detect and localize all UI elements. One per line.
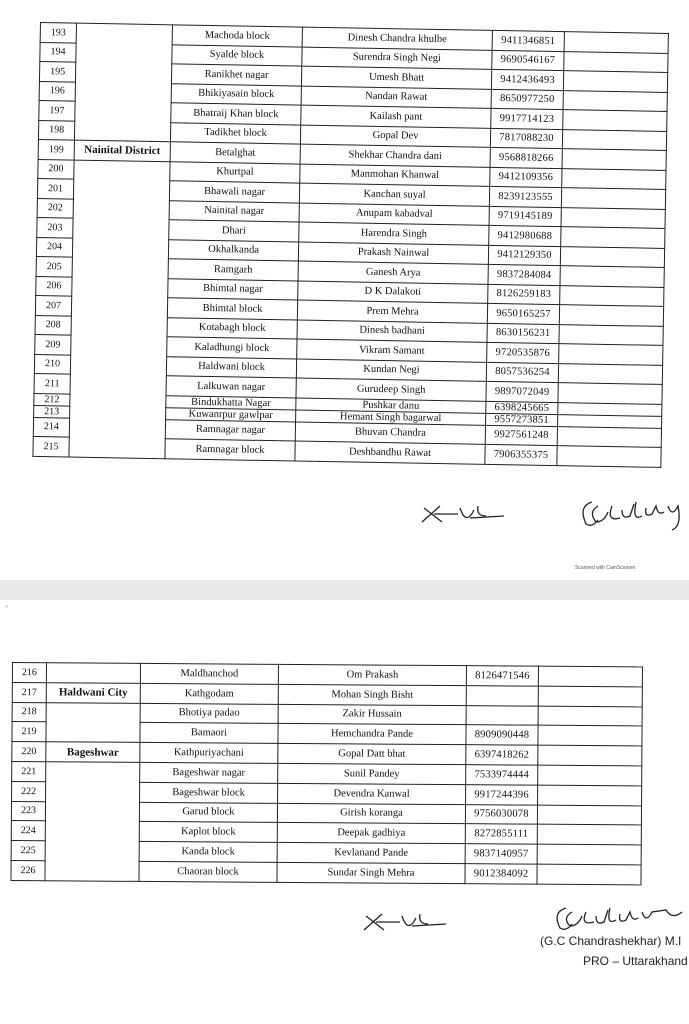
serial-number: 221: [12, 761, 46, 781]
place-name: Kathpuriyachani: [140, 743, 278, 764]
contact-name: Zakir Hussain: [278, 704, 466, 725]
contact-name: Pushkar danu: [296, 398, 486, 413]
district-label: Bageshwar: [46, 742, 140, 762]
blank-cell: [538, 745, 642, 766]
contact-name: Umesh Bhatt: [301, 66, 491, 89]
serial-number: 219: [12, 722, 46, 742]
place-name: Kotabagh block: [167, 317, 297, 339]
contact-name: Manmohan Khanwal: [300, 164, 490, 187]
contact-name: Kailash pant: [301, 105, 491, 128]
place-name: Bhikiyasain block: [171, 83, 301, 105]
phone-number: 9720535876: [487, 342, 559, 363]
place-name: Tadikhet block: [170, 122, 300, 144]
contact-name: Girish koranga: [277, 803, 465, 824]
serial-number: 220: [12, 742, 46, 762]
contact-name: Gopal Dev: [300, 125, 490, 148]
serial-number: 198: [38, 120, 74, 140]
contact-name: Sunil Pandey: [278, 763, 466, 784]
serial-number: 195: [39, 62, 75, 82]
contact-name: Dinesh badhani: [297, 320, 487, 343]
serial-number: 200: [38, 159, 74, 179]
place-name: Haldwani block: [166, 356, 296, 378]
blank-cell: [562, 149, 666, 170]
phone-number: 9412980688: [489, 225, 561, 246]
blank-cell: [562, 168, 666, 189]
scan-mark: ': [6, 604, 8, 614]
contact-name: Deshbandhu Rawat: [295, 441, 485, 464]
blank-cell: [538, 726, 642, 747]
phone-number: 9917714123: [491, 108, 563, 129]
blank-cell: [560, 266, 664, 287]
contact-name: Om Prakash: [278, 664, 466, 685]
contact-name: Kevlanand Pande: [277, 843, 465, 864]
phone-number: 8126471546: [466, 666, 538, 686]
phone-number: 9719145189: [489, 206, 561, 227]
phone-number: [466, 705, 538, 725]
place-name: Ramnagar block: [165, 439, 295, 461]
phone-number: 7906355375: [485, 444, 557, 465]
phone-number: 9756030078: [465, 804, 537, 824]
serial-number: 212: [34, 393, 70, 406]
serial-number: 216: [12, 663, 46, 683]
serial-number: 194: [40, 42, 76, 62]
contact-name: D K Dalakoti: [298, 281, 488, 304]
serial-number: 226: [11, 860, 45, 880]
contact-name: Kanchan suyal: [299, 183, 489, 206]
place-name: Kaplot block: [139, 822, 277, 843]
place-name: Okhalkanda: [168, 239, 298, 261]
place-name: Ramgarh: [168, 259, 298, 281]
serial-number: 197: [39, 100, 75, 120]
blank-cell: [538, 706, 642, 727]
phone-number: 9897072049: [486, 381, 558, 402]
blank-cell: [560, 246, 664, 267]
blank-cell: [557, 446, 661, 467]
place-name: Bageshwar nagar: [140, 762, 278, 783]
serial-number: 222: [12, 781, 46, 801]
place-name: Chaoran block: [139, 861, 277, 882]
place-name: Dhari: [169, 220, 299, 242]
table-row: [12, 761, 642, 785]
district-cell: [46, 702, 140, 742]
serial-number: 193: [40, 23, 76, 43]
district-cell: [69, 160, 170, 459]
blank-cell: [563, 71, 667, 92]
place-name: Bhatraij Khan block: [171, 103, 301, 125]
scanner-watermark: Scanned with CamScanner: [575, 565, 636, 571]
place-name: Nainital nagar: [169, 200, 299, 222]
place-name: Maldhanchod: [140, 663, 278, 684]
phone-number: 9412436493: [491, 69, 563, 90]
contact-name: Sundar Singh Mehra: [277, 862, 465, 883]
serial-number: 203: [37, 217, 73, 237]
serial-number: 209: [35, 334, 71, 354]
phone-number: 9012384092: [465, 864, 537, 884]
contact-name: Hemchandra Pande: [278, 724, 466, 745]
blank-cell: [558, 363, 662, 384]
serial-number: 204: [36, 237, 72, 257]
phone-number: 6398245665: [486, 401, 558, 414]
blank-cell: [562, 129, 666, 150]
phone-number: 8239123555: [489, 186, 561, 207]
blank-cell: [537, 825, 641, 846]
contact-name: Surendra Singh Negi: [302, 47, 492, 70]
serial-number: 196: [39, 81, 75, 101]
place-name: Bhotiya padao: [140, 703, 278, 724]
phone-number: 9837140957: [465, 844, 537, 864]
contact-name: Shekhar Chandra dani: [300, 144, 490, 167]
blank-cell: [559, 324, 663, 345]
place-name: Ranikhet nagar: [171, 64, 301, 86]
page-gap: [0, 580, 689, 600]
serial-number: 202: [37, 198, 73, 218]
initials-signature-2: [360, 908, 452, 936]
serial-number: 208: [35, 315, 71, 335]
place-name: Bindukhatta Nagar: [166, 395, 296, 409]
blank-cell: [558, 383, 662, 404]
blank-cell: [559, 344, 663, 365]
place-name: Lalkuwan nagar: [166, 376, 296, 398]
blank-cell: [537, 805, 641, 826]
blank-cell: [557, 426, 661, 447]
blank-cell: [538, 686, 642, 707]
district-label: Haldwani City: [46, 683, 140, 703]
contact-name: Vikram Samant: [297, 339, 487, 362]
phone-number: [466, 685, 538, 705]
district-label: Nainital District: [74, 140, 170, 161]
contact-name: Bhuvan Chandra: [295, 422, 485, 445]
blank-cell: [538, 785, 642, 806]
serial-number: 201: [37, 178, 73, 198]
blank-cell: [538, 765, 642, 786]
serial-number: 199: [38, 139, 74, 159]
blank-cell: [561, 188, 665, 209]
serial-number: 211: [34, 373, 70, 393]
phone-number: 8057536254: [486, 362, 558, 383]
phone-number: 6397418262: [466, 745, 538, 765]
phone-number: 7533974444: [466, 765, 538, 785]
phone-number: 9650165257: [487, 303, 559, 324]
place-name: Kathgodam: [140, 683, 278, 704]
phone-number: 9917244396: [466, 784, 538, 804]
serial-number: 225: [11, 841, 45, 861]
place-name: Machoda block: [172, 25, 302, 47]
blank-cell: [560, 285, 664, 306]
contact-name: Ganesh Arya: [298, 261, 488, 284]
phone-number: 8650977250: [491, 89, 563, 110]
serial-number: 223: [11, 801, 45, 821]
blank-cell: [564, 32, 668, 53]
contact-name: Kundan Negi: [296, 359, 486, 382]
district-cell: [46, 663, 140, 683]
contact-name: Mohan Singh Bisht: [278, 684, 466, 705]
phone-number: 9927561248: [485, 425, 557, 446]
place-name: Syalde block: [172, 44, 302, 66]
place-name: Kanda block: [139, 842, 277, 863]
phone-number: 7817088230: [490, 128, 562, 149]
blank-cell: [561, 227, 665, 248]
contact-name: Prakash Nainwal: [298, 242, 488, 265]
serial-number: 215: [33, 436, 69, 456]
phone-number: 8909090448: [466, 725, 538, 745]
place-name: Garud block: [139, 802, 277, 823]
district-cell: [74, 23, 172, 142]
place-name: Khurtpal: [170, 161, 300, 183]
table-row: [12, 702, 642, 726]
serial-number: 218: [12, 702, 46, 722]
place-name: Bamaori: [140, 723, 278, 744]
blank-cell: [561, 207, 665, 228]
contact-name: Harendra Singh: [299, 222, 489, 245]
place-name: Kuwanrpur gawlpar: [166, 407, 296, 421]
place-name: Betalghat: [170, 142, 300, 164]
phone-number: 8630156231: [487, 323, 559, 344]
contact-name: Gurudeep Singh: [296, 378, 486, 401]
contact-name: Anupam kabadval: [299, 203, 489, 226]
phone-number: 9411346851: [492, 30, 564, 51]
district-cell: [45, 762, 140, 881]
blank-cell: [559, 305, 663, 326]
signature-2: [552, 900, 689, 934]
serial-number: 217: [12, 682, 46, 702]
initials-signature-1: [418, 500, 510, 528]
phone-number: 8272855111: [465, 824, 537, 844]
serial-number: 224: [11, 821, 45, 841]
blank-cell: [563, 90, 667, 111]
place-name: Bhimtal block: [167, 298, 297, 320]
blank-cell: [537, 864, 641, 885]
phone-number: 9690546167: [492, 50, 564, 71]
phone-number: 9837284084: [488, 264, 560, 285]
contact-name: Deepak gadhiya: [277, 823, 465, 844]
serial-number: 213: [34, 405, 70, 418]
blank-cell: [564, 51, 668, 72]
signature-1: [578, 492, 688, 532]
blank-cell: [538, 666, 642, 687]
contact-name: Dinesh Chandra khulbe: [302, 27, 492, 50]
place-name: Kaladhungi block: [167, 337, 297, 359]
contact-name: Hemant Singh bagarwal: [296, 410, 486, 425]
contact-name: Devendra Kanwal: [278, 783, 466, 804]
phone-number: 9412109356: [490, 167, 562, 188]
place-name: Bhawali nagar: [169, 181, 299, 203]
serial-number: 207: [35, 295, 71, 315]
place-name: Bhimtal nagar: [168, 278, 298, 300]
contact-name: Nandan Rawat: [301, 86, 491, 109]
phone-number: 9568818266: [490, 147, 562, 168]
phone-number: 9557273851: [486, 413, 558, 426]
phone-number: 9412129350: [488, 245, 560, 266]
serial-number: 210: [34, 354, 70, 374]
signatory-name: (G.C Chandrashekhar) M.I: [540, 934, 682, 948]
scanned-page-2: [0, 600, 689, 1024]
phone-number: 8126259183: [488, 284, 560, 305]
serial-number: 214: [33, 417, 69, 437]
signatory-title: PRO – Uttarakhand: [583, 954, 688, 968]
place-name: Bageshwar block: [140, 782, 278, 803]
contact-name: Gopal Datt bhat: [278, 744, 466, 765]
contact-table-2: [10, 662, 643, 885]
serial-number: 205: [36, 256, 72, 276]
contact-table-1: [32, 22, 668, 467]
serial-number: 206: [36, 276, 72, 296]
blank-cell: [563, 110, 667, 131]
blank-cell: [537, 844, 641, 865]
place-name: Ramnagar nagar: [165, 419, 295, 441]
contact-name: Prem Mehra: [297, 300, 487, 323]
